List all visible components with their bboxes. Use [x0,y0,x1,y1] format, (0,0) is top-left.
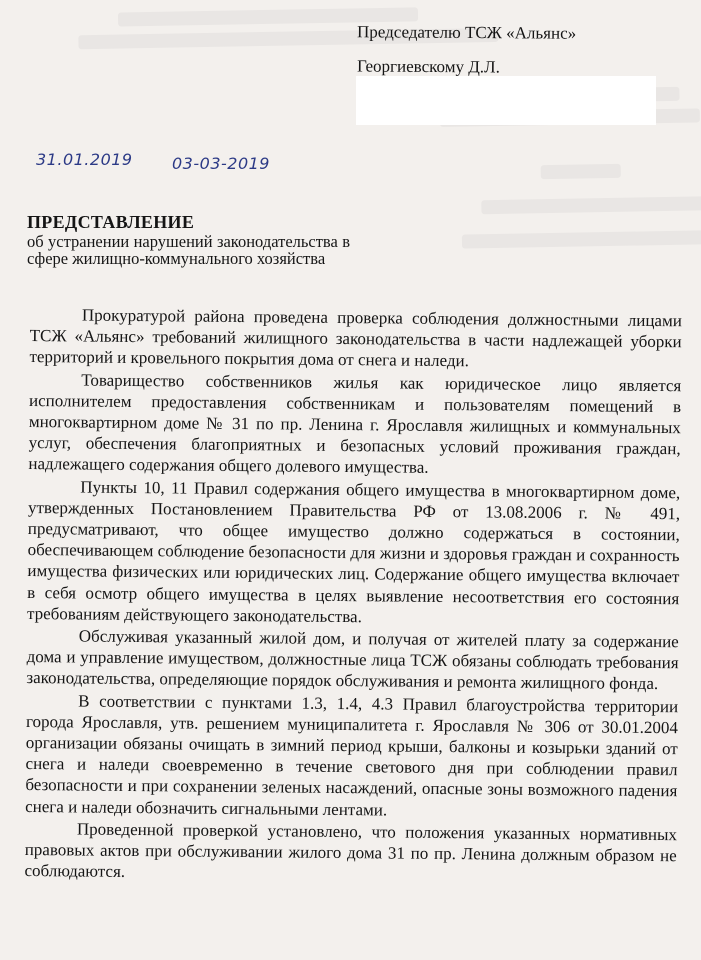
handwritten-date-1: 31.01.2019 [36,150,133,169]
document-body [24,304,682,889]
redaction-box [356,76,656,125]
body-paragraph: Товарищество собственников жилья как юридическое лицо является исполнителем предоставления собственникам и пользователям помещений в многоквартирном доме № 31 по пр. Ленина г. Ярославля жилищных и коммунальных услуг, обеспечения благоприятных и безопасных условий проживания граждан, надлежащего содержания общего долевого имущества. [28,370,682,478]
document-subject: об устранении нарушений законодательства в сфере жилищно-коммунального хозяйства [27,232,350,268]
body-paragraph: Пункты 10, 11 Правил содержания общего имущества в многоквартирном доме, утвержденных Постановлением Правительства РФ от 13.08.2006 г. № 491, предусматривают, что общее имущество должно содержаться в состоянии, обеспечивающем соблюдение безопасности для жизни и здоровья граждан и сохранность имущества физических или юридических лиц. Содержание общего имущества включает в себя осмотр общего имущества в целях выявление несоответствия его состояния требованиям действующего законодательства. [26,477,681,627]
addressee-block [357,22,576,44]
body-paragraph: В соответствии с пунктами 1.3, 1.4, 4.3 Правил благоустройства территории города Ярославля, утв. решением муниципалитета г. Ярославля № 306 от 30.01.2004 организации обязаны очищать в зимний период крыши, балконы и козырьки зданий от снега и наледи своевременно в течение светового дня при соблюдении правил безопасности и при сохранении зеленых насаждений, опасные зоны возможного падения снега и наледи обозначить сигнальными лентами. [25,691,679,820]
body-paragraph: Обслуживая указанный жилой дом, и получая от жителей плату за содержание дома и управление имуществом, должностные лица ТСЖ обязаны соблюдать требования законодательства, определяющие порядок обслуживания и ремонта жилищного фонда. [26,626,679,694]
body-paragraph: Прокуратурой района проведена проверка соблюдения должностными лицами ТСЖ «Альянс» требований жилищного законодательства в части надлежащей уборки территорий и кровельного покрытия дома от снега и наледи. [29,305,682,371]
document-title: ПРЕДСТАВЛЕНИЕ [27,212,195,232]
handwritten-date-2: 03-03-2019 [172,154,270,173]
addressee-line-name: Георгиевскому Д.Л. [356,56,500,77]
body-paragraph: Проведенной проверкой установлено, что положения указанных нормативных правовых актов при обслуживании жилого дома 31 по пр. Ленина должным образом не соблюдаются. [24,819,678,882]
addressee-block-name [357,57,500,78]
addressee-line-organization: Председателю ТСЖ «Альянс» [356,22,577,43]
